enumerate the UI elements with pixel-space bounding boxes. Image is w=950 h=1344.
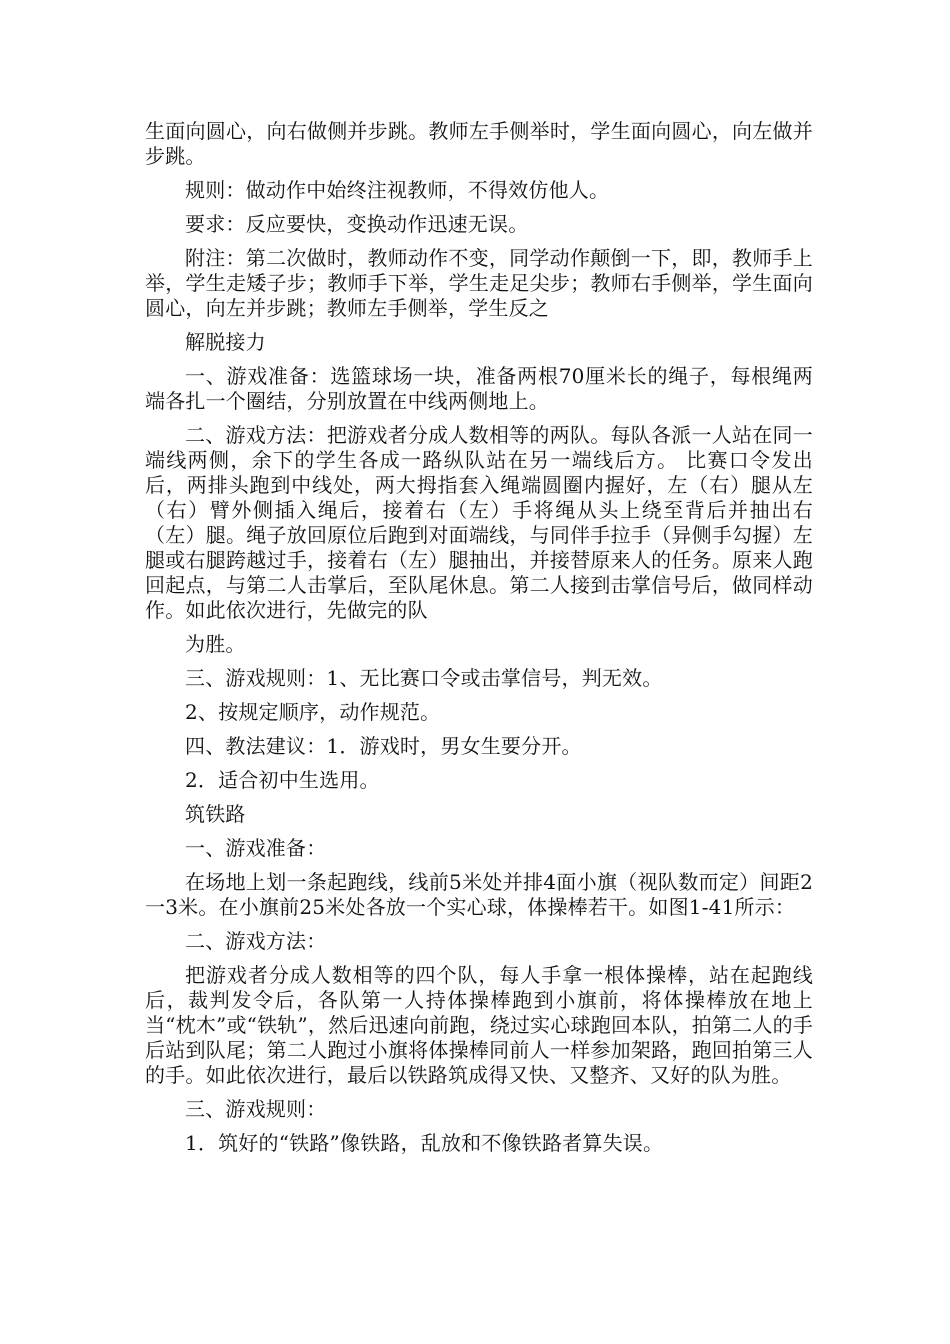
paragraph-continuation: 生面向圆心，向右做侧并步跳。教师左手侧举时，学生面向圆心，向左做并步跳。 (145, 119, 813, 168)
paragraph-railway-rule-1: 1．筑好的“铁路”像铁路，乱放和不像铁路者算失误。 (185, 1131, 664, 1155)
paragraph-relay-teaching-2: 2．适合初中生选用。 (185, 768, 380, 792)
paragraph-railway-method: 把游戏者分成人数相等的四个队，每人手拿一根体操棒，站在起跑线后，裁判发令后，各队第一人持体操棒跑到小旗前，将体操棒放在地上当“枕木”或“铁轨”，然后迅速向前跑，绕过实心球跑回本队，拍第二人的手后站到队尾；第二人跑过小旗将体操棒同前人一样参加架路，跑回拍第三人的手。如此依次进行，最后以铁路筑成得又快、又整齐、又好的队为胜。 (145, 963, 813, 1087)
subheading-railway-preparation: 一、游戏准备： (185, 836, 327, 860)
paragraph-railway-preparation: 在场地上划一条起跑线，线前5米处并排4面小旗（视队数而定）间距2一3米。在小旗前25米处各放一个实心球，体操棒若干。如图1-41所示： (145, 870, 813, 919)
subheading-railway-rules: 三、游戏规则： (185, 1097, 327, 1121)
paragraph-note: 附注：第二次做时，教师动作不变，同学动作颠倒一下，即，教师手上举，学生走矮子步；教师手下举，学生走足尖步；教师右手侧举，学生面向圆心，向左并步跳；教师左手侧举，学生反之 (145, 246, 813, 320)
document-body (145, 119, 813, 1165)
paragraph-relay-win: 为胜。 (185, 632, 246, 656)
paragraph-relay-method: 二、游戏方法：把游戏者分成人数相等的两队。每队各派一人站在同一端线两侧，余下的学生各成一路纵队站在另一端线后方。 比赛口令发出后，两排头跑到中线处，两大拇指套入绳端圆圈内握好，左（右）腿从左（右）臂外侧插入绳后，接着右（左）手将绳从头上绕至背后并抽出右（左）腿。绳子放回原位后跑到对面端线，与同伴手拉手（异侧手勾握）左腿或右腿跨越过手，接着右（左）腿抽出，并接替原来人的任务。原来人跑回起点，与第二人击掌后，至队尾休息。第二人接到击掌信号后，做同样动作。如此依次进行，先做完的队 (145, 423, 813, 622)
paragraph-relay-teaching: 四、教法建议：1．游戏时，男女生要分开。 (185, 734, 582, 758)
subheading-railway-method: 二、游戏方法： (185, 929, 327, 953)
paragraph-relay-rules: 三、游戏规则：1、无比赛口令或击掌信号，判无效。 (185, 666, 663, 690)
paragraph-relay-preparation: 一、游戏准备：选篮球场一块，准备两根70厘米长的绳子，每根绳两端各扎一个圈结，分别放置在中线两侧地上。 (145, 364, 813, 413)
paragraph-rules: 规则：做动作中始终注视教师，不得效仿他人。 (185, 178, 610, 202)
paragraph-relay-rule-2: 2、按规定顺序，动作规范。 (185, 700, 441, 724)
paragraph-requirements: 要求：反应要快，变换动作迅速无误。 (185, 212, 529, 236)
section-heading-relay: 解脱接力 (185, 330, 266, 354)
section-heading-railway: 筑铁路 (185, 802, 246, 826)
